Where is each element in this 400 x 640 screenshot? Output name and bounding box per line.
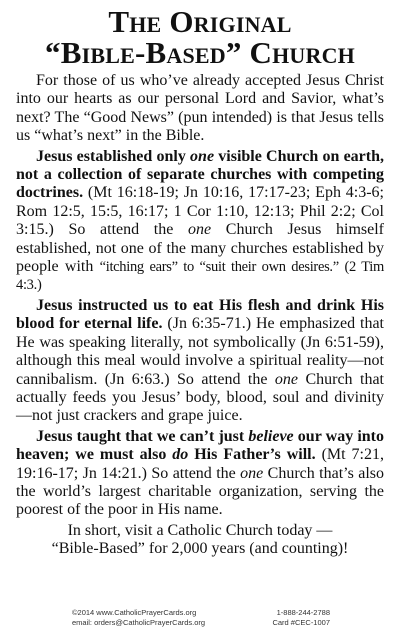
p1-bold-b: visible Church on earth, not a collection of separate churches with competing doctrines. [16,147,384,202]
title-line-2: “Bible-Based” Church [45,35,355,70]
p3-bold-b: our way into heaven; we must also [16,427,384,464]
p3-text-a: (Mt 7:21, 19:16-17; Jn 14:21.) So attend the [16,446,384,482]
copyright-text: ©2014 www.CatholicPrayerCards.org [72,608,197,617]
p1-em: one [188,221,212,239]
phone-number: 1-888-244-2788 [276,608,330,617]
p3-bold-c: His Father’s will. [188,446,316,464]
card-footer [0,608,400,628]
closing-paragraph [16,522,384,559]
paragraph-works [16,428,384,520]
footer-row-2 [0,618,400,628]
p3-bold-em1: believe [248,427,294,445]
p1-text-b: Church Jesus himself established, not one of the many churches established by people with [16,221,384,276]
p1-narrow: “itching ears” to “suit their own desires.” (2 Tim 4:3.) [16,259,384,294]
paragraph-eucharist [16,297,384,426]
card-title [16,6,384,68]
p2-bold: Jesus instructed us to eat His flesh and drink His blood for eternal life. [16,296,384,333]
p3-text-b: Church that’s also the world’s largest charitable organization, serving the poorest of the poor in His name. [16,464,384,519]
p2-text-a: (Jn 6:35-71.) He emphasized that He was speaking literally, not symbolically (Jn 6:51-59), although this meal would involve a spiritual reality—not cannibalism. (Jn 6:63.) So attend the [16,315,385,388]
p3-bold-a: Jesus taught that we can’t just [36,427,249,445]
closing-line-2: “Bible-Based” for 2,000 years (and counting)! [51,540,349,558]
p3-em: one [240,464,264,482]
intro-paragraph: For those of us who’ve already accepted Jesus Christ into our hearts as our personal Lord and Savior, what’s next? The “Good News” (pun intended) is that Jesus tells us “what’s next” in the Bible. [16,72,384,145]
p2-text-b: Church that actually feeds you Jesus’ body, blood, soul and divinity—not just crackers and grape juice. [16,370,384,425]
p1-bold-em: one [190,147,215,165]
p3-bold-em2: do [172,446,189,464]
card-number: Card #CEC-1007 [272,618,330,627]
paragraph-one-church [16,148,384,295]
p2-em: one [274,370,298,388]
closing-line-1: In short, visit a Catholic Church today — [67,521,333,539]
card-body [16,72,384,559]
p1-bold-a: Jesus established only [36,147,191,165]
email-address: email: orders@CatholicPrayerCards.org [72,618,206,627]
title-line-1: The Original [108,4,292,39]
p1-text-a: (Mt 16:18-19; Jn 10:16, 17:17-23; Eph 4:3-6; Rom 12:5, 15:5, 16:17; 1 Cor 1:10, 12:13; Phil 2:2; Col 3:15.) So attend the [16,184,384,239]
footer-row-1 [0,608,400,618]
